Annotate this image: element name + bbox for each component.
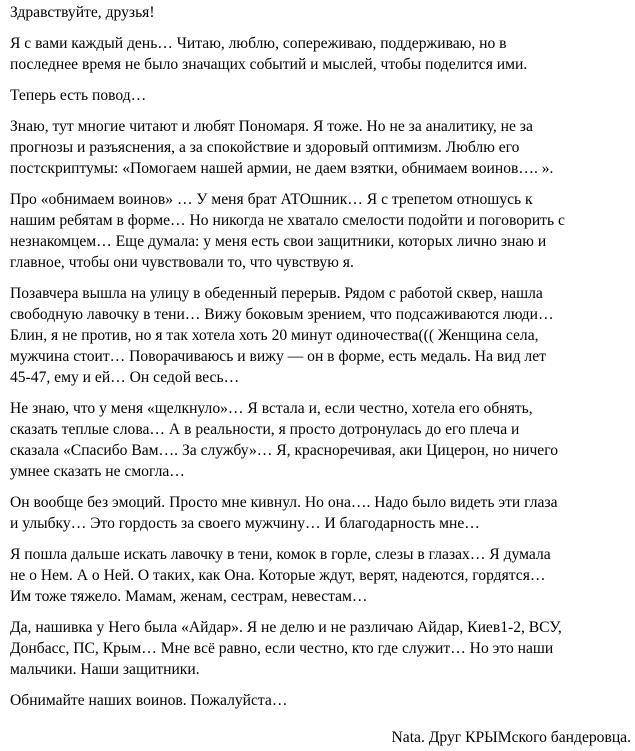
paragraph-line: сказать теплые слова… А в реальности, я просто дотронулась до его плеча и [10,421,520,438]
paragraph-line: последнее время не было значащих событий и мыслей, чтобы поделится ими. [10,56,528,73]
paragraph-line: Он вообще без эмоций. Просто мне кивнул. Но она…. Надо было видеть эти глаза [10,494,558,511]
paragraph-line: Обнимайте наших воинов. Пожалуйста… [10,692,288,709]
paragraph-line: свободную лавочку в тени… Вижу боковым зрением, что подсаживаются люди… [10,306,554,323]
paragraph-line: 45-47, ему и ей… Он седой весь… [10,369,240,386]
paragraph-line: Я пошла дальше искать лавочку в тени, комок в горле, слезы в глазах… Я думала [10,546,551,563]
paragraph-line: Позавчера вышла на улицу в обеденный перерыв. Рядом с работой сквер, нашла [10,285,543,302]
paragraph-5 [10,283,632,388]
paragraph-line: незнакомцем… Еще думала: у меня есть свои защитники, которых лично знаю и [10,233,547,250]
paragraph-line: прогнозы и разъяснения, а за спокойствие и здоровый оптимизм. Люблю его [10,139,520,156]
paragraph-line: Теперь есть повод… [10,87,147,104]
paragraph-line: Донбасс, ПС, Крым… Мне всё равно, если честно, кто где служит… Но это наши [10,640,554,657]
paragraph-line: Да, нашивка у Него была «Айдар». Я не делю и не различаю Айдар, Киев1-2, ВСУ, [10,619,562,636]
paragraph-line: не о Нем. А о Ней. О таких, как Она. Которые ждут, верят, надеются, гордятся… [10,567,546,584]
paragraph-7 [10,492,632,534]
paragraph-line: мальчики. Наши защитники. [10,661,200,678]
greeting-line: Здравствуйте, друзья! [10,4,155,21]
paragraph-10 [10,690,632,711]
paragraph-2 [10,85,632,106]
paragraph-1 [10,33,632,75]
paragraph-line: Про «обнимаем воинов» … У меня брат АТОшник… Я с трепетом отношусь к [10,191,533,208]
paragraph-line: Знаю, тут многие читают и любят Пономаря. Я тоже. Но не за аналитику, не за [10,118,533,135]
paragraph-line: сказала «Спасибо Вам…. За службу»… Я, красноречивая, аки Цицерон, но ничего [10,442,559,459]
paragraph-line: умнее сказать не смогла… [10,463,185,480]
greeting [10,2,632,23]
paragraph-line: и улыбку… Это гордость за своего мужчину… И благодарность мне… [10,515,480,532]
paragraph-line: главное, чтобы они чувствовали то, что чувствую я. [10,254,354,271]
letter-body [10,2,632,721]
paragraph-8 [10,544,632,607]
paragraph-3 [10,116,632,179]
signature: Nata. Друг КРЫМского бандеровца. [391,729,631,746]
paragraph-4 [10,189,632,273]
paragraph-6 [10,398,632,482]
paragraph-line: Не знаю, что у меня «щелкнуло»… Я встала и, если честно, хотела его обнять, [10,400,533,417]
paragraph-line: постскриптумы: «Помогаем нашей армии, не даем взятки, обнимаем воинов…. ». [10,160,554,177]
paragraph-line: мужчина стоит… Поворачиваюсь и вижу — он в форме, есть медаль. На вид лет [10,348,546,365]
paragraph-line: Им тоже тяжело. Мамам, женам, сестрам, невестам… [10,588,368,605]
paragraph-line: Я с вами каждый день… Читаю, люблю, сопереживаю, поддерживаю, но в [10,35,507,52]
paragraph-line: Блин, я не против, но я так хотела хоть 20 минут одиночества((( Женщина села, [10,327,539,344]
paragraph-line: нашим ребятам в форме… Но никогда не хватало смелости подойти и поговорить с [10,212,565,229]
paragraph-9 [10,617,632,680]
